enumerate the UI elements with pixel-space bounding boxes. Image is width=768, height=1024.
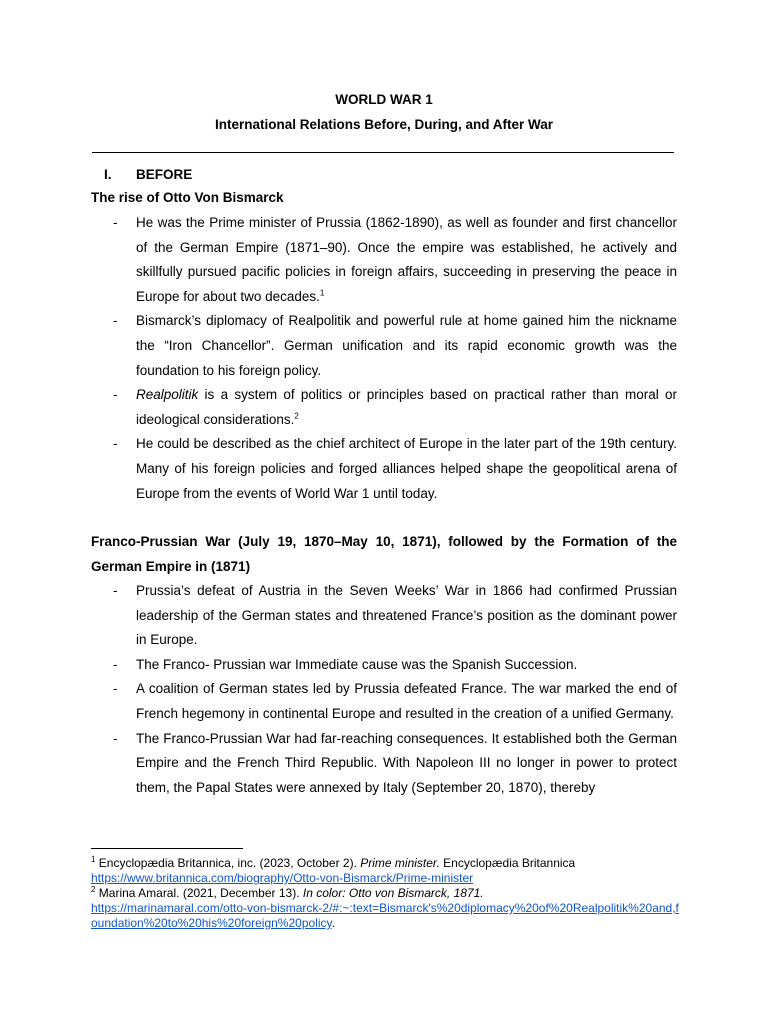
document-subtitle: International Relations Before, During, and After War [214,117,554,132]
footnote-italic: Prime minister. [360,856,440,870]
footnote-text: Encyclopædia Britannica, inc. (2023, October 2). [95,856,361,870]
bullet-dash: - [113,656,118,672]
footnote-mark: 2 [91,885,96,894]
footnote-link[interactable]: https://www.britannica.com/biography/Otto-von-Bismarck/Prime-minister [91,871,474,885]
bullet-dash: - [113,436,118,452]
section-label: BEFORE [136,167,193,182]
footnote-2 [91,886,681,931]
bullet-text: He could be described as the chief architect of Europe in the later part of the 19th century. Many of his foreign policies and forged alliances helped shape the geopolitical arena of Europe from the events of World War 1 until today. [136,436,677,501]
list-item [91,677,677,726]
section-number: I. [104,167,112,182]
footnote-text: Marina Amaral. (2021, December 13). [95,886,303,900]
franco-prussian-bullet-list [91,579,677,800]
list-item [91,653,677,678]
footnote-1 [91,856,681,886]
title-divider [92,152,674,153]
bullet-text: The Franco-Prussian War had far-reaching consequences. It established both the German Empire and the French Third Republic. With Napoleon III no longer in power to protect them, the Papal States were annexed by Italy (September 20, 1870), thereby [136,730,677,795]
footnote-text: Encyclopædia Britannica [439,856,576,870]
bullet-text: is a system of politics or principles based on practical rather than moral or ideological considerations. [136,387,677,427]
bullet-dash: - [113,730,118,746]
list-item [91,211,677,309]
document-title: WORLD WAR 1 [335,92,433,107]
bullet-text: He was the Prime minister of Prussia (1862-1890), as well as founder and first chancellor of the German Empire (1871–90). Once the empire was established, he actively and skillfully pursued pacific policies in foreign affairs, succeeding in preserving the peace in Europe for about two decades. [136,215,677,304]
footnote-ref: 1 [319,288,325,298]
footnote-tail: . [331,916,335,930]
footnote-separator [91,848,243,849]
list-item [91,309,677,383]
bullet-dash: - [113,681,118,697]
bullet-dash: - [113,313,118,329]
bullet-text: The Franco- Prussian war Immediate cause was the Spanish Succession. [136,656,578,672]
list-item [91,432,677,506]
bismarck-bullet-list [91,211,677,506]
bullet-text: A coalition of German states led by Prussia defeated France. The war marked the end of French hegemony in continental Europe and resulted in the creation of a unified Germany. [136,681,677,721]
footnote-link[interactable]: https://marinamaral.com/otto-von-bismarck-2/#:~:text=Bismarck's%20diplomacy%20of%20Realpolitik%20and,foundation%20to%20his%20foreign%20policy [91,901,679,930]
bullet-dash: - [113,215,118,230]
section-heading [104,165,192,185]
subsection-heading-franco-prussian: Franco-Prussian War (July 19, 1870–May 10, 1871), followed by the Formation of the German Empire in (1871) [91,534,677,574]
footnote-mark: 1 [91,855,96,864]
bullet-text: Bismarck’s diplomacy of Realpolitik and powerful rule at home gained him the nickname the “Iron Chancellor”. German unification and its rapid economic growth was the foundation to his foreign policy. [136,313,677,378]
footnote-italic: In color: Otto von Bismarck, 1871. [302,886,484,900]
list-item [91,727,677,801]
footnote-ref: 2 [294,411,299,421]
list-item [91,579,677,653]
bullet-dash: - [113,583,118,598]
subsection-heading-bismarck: The rise of Otto Von Bismarck [91,190,284,205]
italic-term: Realpolitik [136,387,199,403]
bullet-dash: - [113,387,118,403]
list-item [91,383,677,432]
bullet-text: Prussia’s defeat of Austria in the Seven Weeks’ War in 1866 had confirmed Prussian leadership of the German states and threatened France’s position as the dominant power in Europe. [136,583,677,648]
